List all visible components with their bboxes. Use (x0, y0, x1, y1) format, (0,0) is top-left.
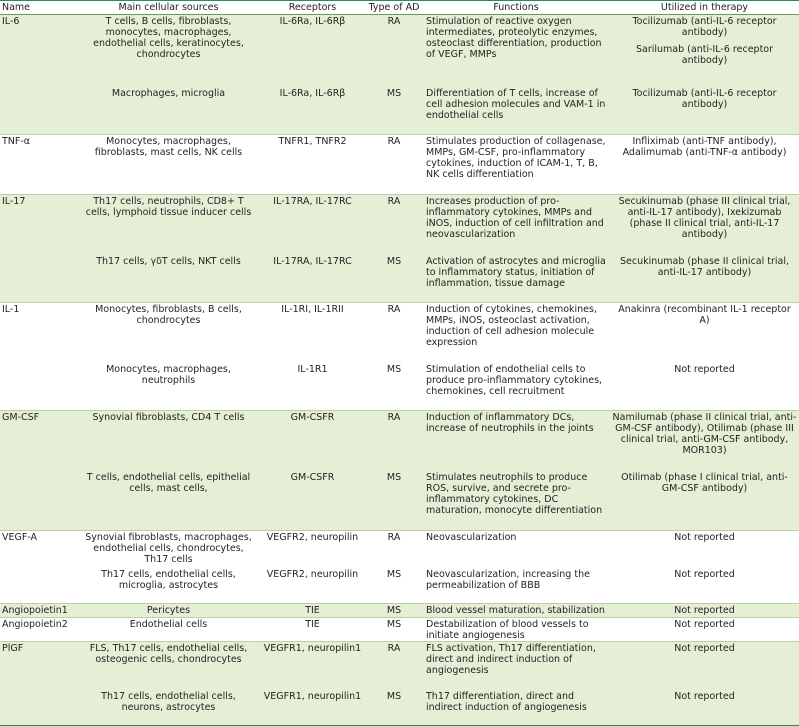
cell-type-of-ad: MS (366, 604, 422, 618)
cell-functions: Activation of astrocytes and microglia to inflammatory status, initiation of inflammation, tissue damage (422, 255, 610, 303)
table-header (0, 1, 799, 15)
cell-type-of-ad: MS (366, 87, 422, 135)
cell-main-cellular-sources: T cells, endothelial cells, epithelial cells, mast cells, (78, 471, 259, 531)
cell-type-of-ad: MS (386, 363, 402, 375)
cell-type-of-ad: RA (366, 15, 422, 87)
header-functions: Functions (422, 1, 610, 15)
therapy-entry: Not reported (674, 532, 735, 543)
table-row (0, 531, 799, 568)
therapy-entry: Infliximab (anti-TNF antibody), Adalimumab (anti-TNF-α antibody) (622, 136, 787, 158)
therapy-entry: Secukinumab (phase II clinical trial, anti-IL-17 antibody) (619, 255, 790, 278)
cell-functions: Destabilization of blood vessels to initiate angiogenesis (422, 618, 610, 642)
table-row (0, 471, 799, 531)
cell-type-of-ad: MS (366, 618, 422, 642)
header-type-of-ad: Type of AD (366, 1, 422, 15)
cell-receptors: IL-1RI, IL-1RII (259, 303, 366, 363)
cell-functions: Induction of cytokines, chemokines, MMPs, iNOS, osteoclast activation, induction of cell adhesion molecule expression (422, 303, 610, 363)
cell-main-cellular-sources: FLS, Th17 cells, endothelial cells, osteogenic cells, chondrocytes (78, 642, 259, 690)
table-row (0, 255, 799, 303)
cell-functions: FLS activation, Th17 differentiation, direct and indirect induction of angiogenesis (422, 642, 610, 690)
cell-name: Angiopoietin1 (0, 604, 78, 618)
cell-functions: Differentiation of T cells, increase of cell adhesion molecules and VAM-1 in endothelial cells (422, 87, 610, 135)
cell-functions: Increases production of pro-inflammatory cytokines, MMPs and iNOS, induction of cell infiltration and neovascularization (422, 195, 610, 255)
cell-utilized-in-therapy (610, 568, 799, 604)
cell-main-cellular-sources: Macrophages, microglia (78, 87, 259, 135)
therapy-entry: Not reported (674, 363, 735, 375)
cell-utilized-in-therapy (610, 618, 799, 642)
cell-name: PlGF (0, 642, 78, 690)
cell-receptors: GM-CSFR (259, 411, 366, 471)
header-row (0, 1, 799, 15)
cell-utilized-in-therapy (610, 642, 799, 690)
cell-type-of-ad: RA (366, 135, 422, 195)
cell-utilized-in-therapy (610, 531, 799, 568)
cell-name: TNF-α (0, 135, 78, 195)
header-receptors: Receptors (259, 1, 366, 15)
cell-utilized-in-therapy (610, 87, 799, 135)
table-row (0, 604, 799, 618)
cell-functions: Neovascularization, increasing the permeabilization of BBB (426, 568, 590, 591)
therapy-entry: Not reported (674, 619, 735, 630)
cell-type-of-ad: RA (366, 303, 422, 363)
cell-name: VEGF-A (0, 531, 78, 568)
cell-functions: Stimulates production of collagenase, MMPs, GM-CSF, pro-inflammatory cytokines, induction of ICAM-1, T, B, NK cells differentiation (422, 135, 610, 195)
therapy-entry: Not reported (674, 605, 735, 616)
therapy-entry: Sarilumab (anti-IL-6 receptor antibody) (635, 44, 774, 66)
table-body (0, 15, 799, 726)
therapy-entry: Tocilizumab (anti-IL-6 receptor antibody) (632, 87, 777, 110)
cell-utilized-in-therapy (610, 471, 799, 531)
cell-type-of-ad: MS (366, 255, 422, 303)
cell-functions: Induction of inflammatory DCs, increase of neutrophils in the joints (422, 411, 610, 471)
cell-main-cellular-sources: Pericytes (78, 604, 259, 618)
cell-name: IL-6 (0, 15, 78, 87)
cell-functions: Stimulation of endothelial cells to produce pro-inflammatory cytokines, chemokines, cell recruitment (426, 363, 603, 397)
cell-receptors: TIE (259, 618, 366, 642)
cell-functions: Blood vessel maturation, stabilization (422, 604, 610, 618)
header-utilized-in-therapy: Utilized in therapy (610, 1, 799, 15)
cell-receptors: VEGFR2, neuropilin (259, 531, 366, 568)
cell-type-of-ad: MS (366, 471, 422, 531)
cell-main-cellular-sources: Endothelial cells (78, 618, 259, 642)
cell-receptors: IL-6Ra, IL-6Rβ (259, 87, 366, 135)
cell-type-of-ad: RA (366, 642, 422, 690)
cell-name (0, 568, 78, 604)
cell-utilized-in-therapy (610, 690, 799, 726)
cell-functions: Stimulation of reactive oxygen intermediates, proteolytic enzymes, osteoclast differentiation, production of VEGF, MMPs (422, 15, 610, 87)
cell-type-of-ad: MS (386, 568, 402, 580)
cell-utilized-in-therapy (610, 15, 799, 87)
cell-name: GM-CSF (0, 411, 78, 471)
cell-utilized-in-therapy (610, 411, 799, 471)
cell-utilized-in-therapy (610, 135, 799, 195)
table-row (0, 195, 799, 255)
header-main-cellular-sources: Main cellular sources (78, 1, 259, 15)
table-row (0, 15, 799, 87)
cell-type-of-ad: RA (366, 531, 422, 568)
cell-main-cellular-sources: Synovial fibroblasts, macrophages, endothelial cells, chondrocytes, Th17 cells (78, 531, 259, 568)
table-row (0, 135, 799, 195)
cell-receptors: IL-1R1 (297, 363, 328, 375)
therapy-entry: Not reported (674, 643, 735, 654)
cell-type-of-ad: RA (366, 411, 422, 471)
cell-main-cellular-sources: Th17 cells, endothelial cells, microglia, astrocytes (101, 568, 236, 591)
cell-main-cellular-sources: Monocytes, macrophages, fibroblasts, mast cells, NK cells (78, 135, 259, 195)
cell-main-cellular-sources: Synovial fibroblasts, CD4 T cells (78, 411, 259, 471)
cell-functions: Stimulates neutrophils to produce ROS, survive, and secrete pro-inflammatory cytokines, DC maturation, monocyte differentiation (422, 471, 610, 531)
cell-main-cellular-sources: Th17 cells, γδT cells, NKT cells (78, 255, 259, 303)
cell-main-cellular-sources: Th17 cells, endothelial cells, neurons, astrocytes (78, 690, 259, 726)
cell-utilized-in-therapy (610, 255, 799, 303)
therapy-entry: Secukinumab (phase III clinical trial, anti-IL-17 antibody), Ixekizumab (phase II clinical trial, anti-IL-17 antibody) (618, 196, 791, 240)
table-row (0, 568, 799, 604)
cell-name: Angiopoietin2 (0, 618, 78, 642)
table-row (0, 618, 799, 642)
cell-name: IL-17 (0, 195, 78, 255)
cell-utilized-in-therapy (610, 195, 799, 255)
cell-name (0, 255, 78, 303)
table-row (0, 690, 799, 726)
table-row (0, 642, 799, 690)
therapy-entry: Namilumab (phase II clinical trial, anti-GM-CSF antibody), Otilimab (phase III clinical trial, anti-GM-CSF antibody, MOR103) (612, 412, 797, 456)
cell-main-cellular-sources: Monocytes, macrophages, neutrophils (106, 363, 231, 386)
cell-receptors: VEGFR1, neuropilin1 (259, 690, 366, 726)
table-row (0, 303, 799, 363)
therapy-entry: Tocilizumab (anti-IL-6 receptor antibody) (632, 16, 777, 38)
cell-receptors: VEGFR1, neuropilin1 (259, 642, 366, 690)
cell-utilized-in-therapy (610, 604, 799, 618)
cell-name (0, 690, 78, 726)
cell-receptors: GM-CSFR (259, 471, 366, 531)
cell-receptors: TIE (259, 604, 366, 618)
cell-main-cellular-sources: Th17 cells, neutrophils, CD8+ T cells, lymphoid tissue inducer cells (78, 195, 259, 255)
cell-name (0, 471, 78, 531)
cell-functions: Neovascularization (422, 531, 610, 568)
cell-receptors: IL-6Ra, IL-6Rβ (259, 15, 366, 87)
therapy-entry: Not reported (674, 690, 735, 702)
cell-name: IL-1 (0, 303, 78, 363)
cell-functions: Th17 differentiation, direct and indirect induction of angiogenesis (422, 690, 610, 726)
header-name: Name (0, 1, 78, 15)
cell-type-of-ad: MS (366, 690, 422, 726)
table-row (0, 87, 799, 135)
table-row (0, 363, 799, 411)
therapy-entry: Anakinra (recombinant IL-1 receptor A) (618, 304, 791, 326)
cell-name (0, 363, 78, 411)
cell-utilized-in-therapy (610, 363, 799, 411)
table-row (0, 411, 799, 471)
cell-main-cellular-sources: T cells, B cells, fibroblasts, monocytes, macrophages, endothelial cells, keratinocytes, chondrocytes (78, 15, 259, 87)
therapy-entry: Otilimab (phase I clinical trial, anti-GM-CSF antibody) (621, 471, 788, 494)
cell-receptors: VEGFR2, neuropilin (266, 568, 359, 580)
cell-utilized-in-therapy (610, 303, 799, 363)
cell-receptors: IL-17RA, IL-17RC (259, 195, 366, 255)
cell-name (0, 87, 78, 135)
cell-receptors: IL-17RA, IL-17RC (259, 255, 366, 303)
cell-type-of-ad: RA (366, 195, 422, 255)
therapy-entry: Not reported (674, 568, 735, 580)
cell-receptors: TNFR1, TNFR2 (259, 135, 366, 195)
cell-main-cellular-sources: Monocytes, fibroblasts, B cells, chondrocytes (78, 303, 259, 363)
